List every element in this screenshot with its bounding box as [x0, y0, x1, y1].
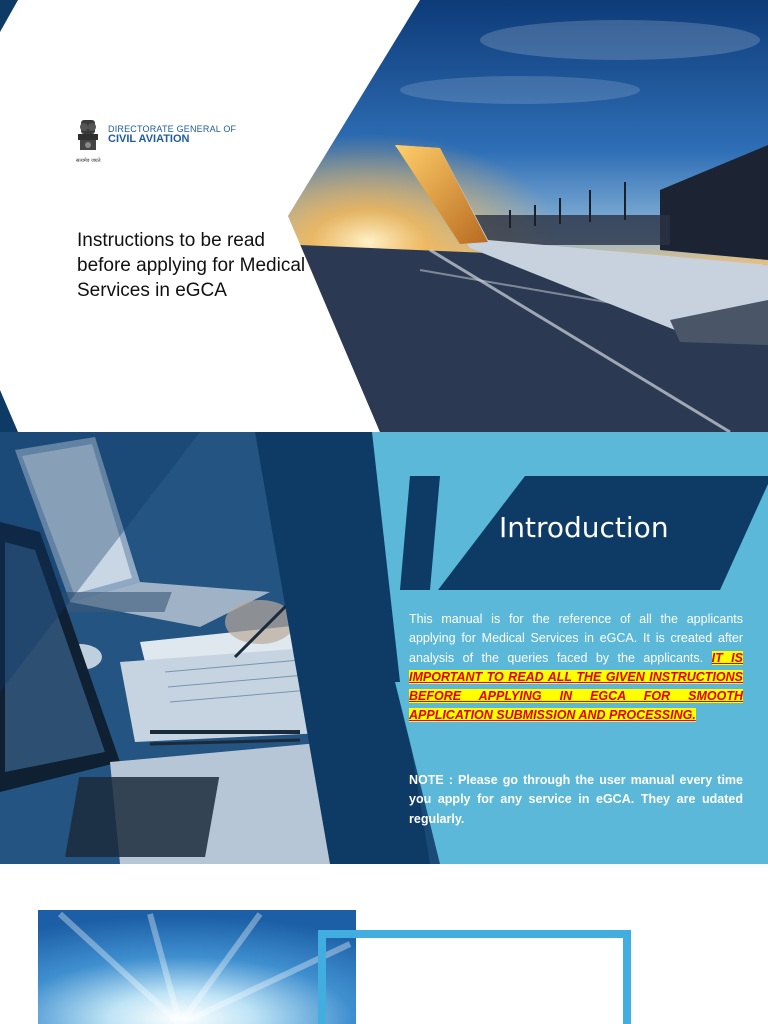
- slide3-graphics: [0, 864, 768, 1024]
- dgca-logo: [72, 118, 104, 164]
- slide-introduction: [0, 432, 768, 864]
- intro-paragraph: [409, 610, 743, 726]
- slide-next: [0, 864, 768, 1024]
- airplane-wing-photo: [0, 0, 768, 432]
- intro-text: This manual is for the reference of all the applicants applying for Medical Services in eGCA. It is created after analysis of the queries faced by the applicants.: [409, 612, 743, 665]
- note-text: NOTE : Please go through the user manual every time you apply for any service in eGCA. They are udated regularly.: [409, 773, 743, 826]
- logo-line-2: CIVIL AVIATION: [108, 133, 190, 146]
- national-emblem-icon: [72, 118, 104, 158]
- corner-accent-top: [0, 0, 20, 40]
- emblem-caption: सत्यमेव जयते: [76, 158, 101, 164]
- frame-outline: [322, 934, 627, 1024]
- section-heading: Introduction: [499, 511, 669, 544]
- sky-photo: [38, 910, 356, 1024]
- slide-title: [0, 0, 768, 432]
- important-notice: IT IS IMPORTANT TO READ ALL THE GIVEN INSTRUCTIONS BEFORE APPLYING IN EGCA FOR SMOOTH APPLICATION SUBMISSION AND PROCESSING.: [409, 650, 743, 723]
- corner-accent-bottom: [0, 390, 24, 432]
- logo-line-1: DIRECTORATE GENERAL OF: [108, 124, 237, 134]
- dgca-logo-text: [108, 125, 236, 146]
- page-title: Instructions to be read before applying for Medical Services in eGCA: [77, 230, 306, 301]
